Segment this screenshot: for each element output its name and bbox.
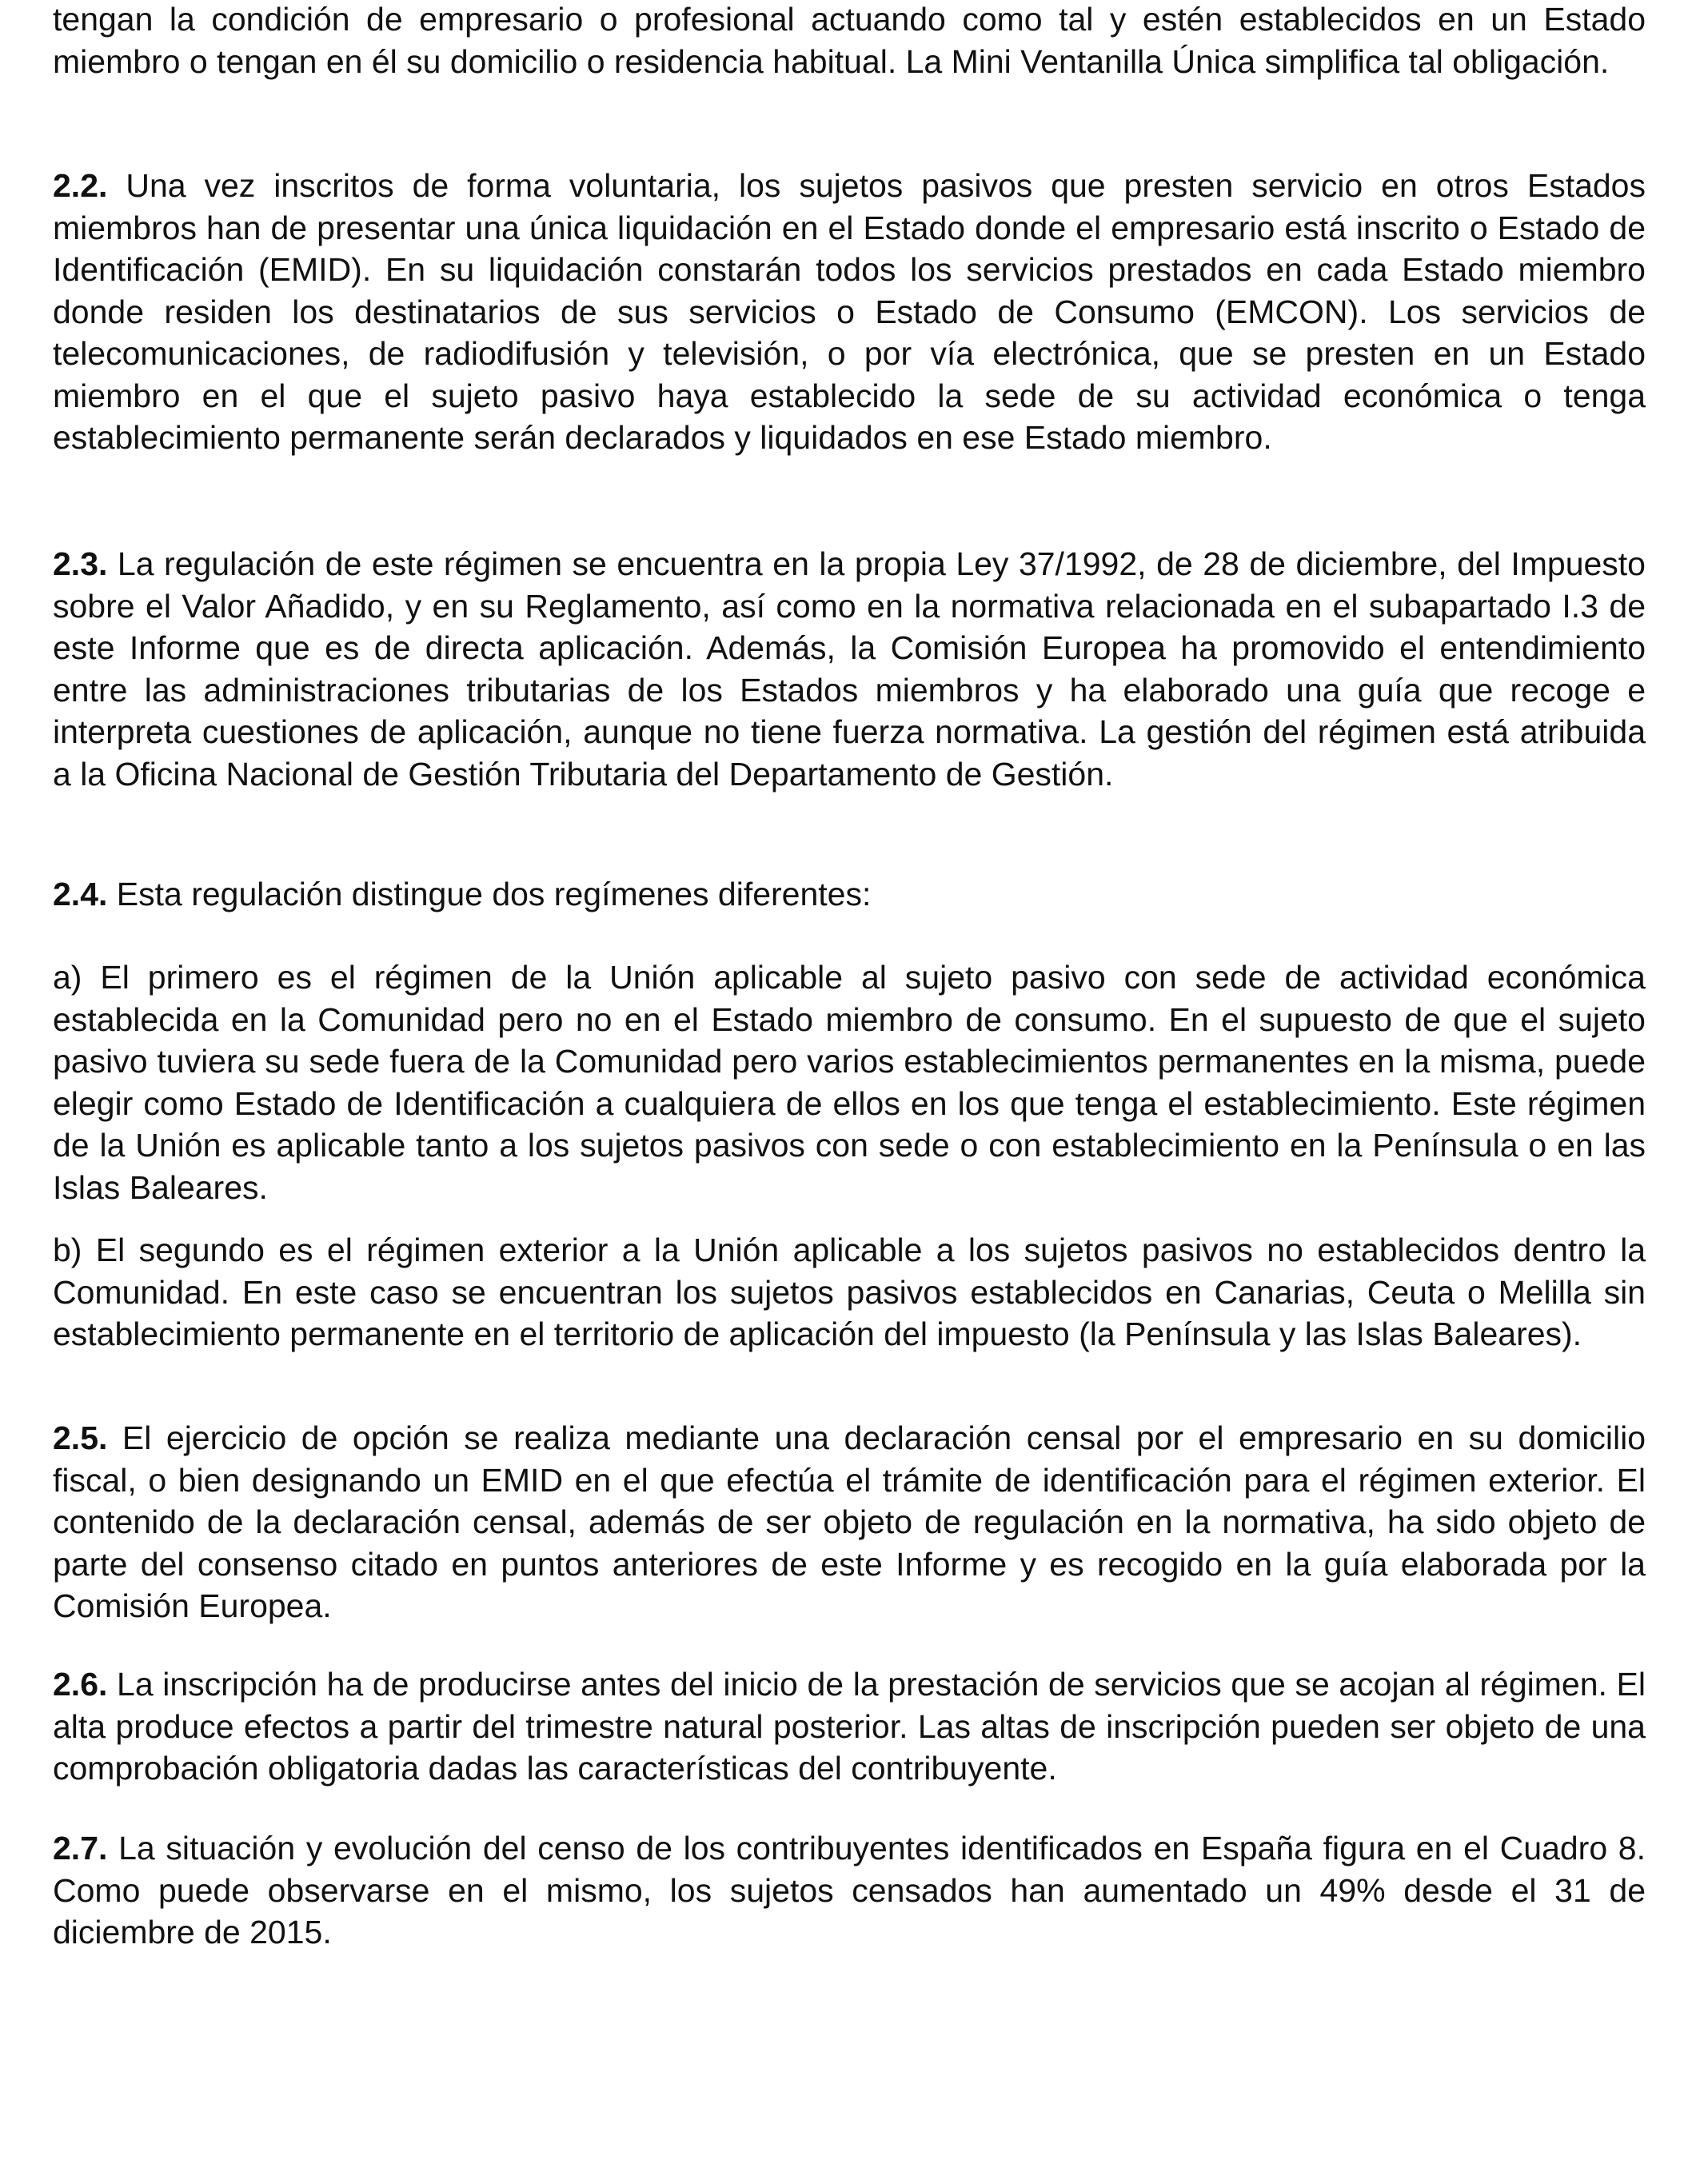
paragraph-2-3 <box>53 543 1646 795</box>
paragraph-number: 2.5. <box>53 1419 108 1456</box>
paragraph-number: 2.6. <box>53 1666 108 1703</box>
paragraph-text: a) El primero es el régimen de la Unión aplicable al sujeto pasivo con sede de actividad económica establecida en la Comunidad pero no en el Estado miembro de consumo. En el supuesto de que el sujeto pasivo tuviera su sede fuera de la Comunidad pero varios establecimientos permanentes en la misma, puede elegir como Estado de Identificación a cualquiera de ellos en los que tenga el establecimiento. Este régimen de la Unión es aplicable tanto a los sujetos pasivos con sede o con establecimiento en la Península o en las Islas Baleares. <box>53 959 1646 1206</box>
paragraph-item-b <box>53 1229 1646 1356</box>
paragraph-number: 2.2. <box>53 167 108 204</box>
paragraph-text: tengan la condición de empresario o profesional actuando como tal y estén establecidos en un Estado miembro o tengan en él su domicilio o residencia habitual. La Mini Ventanilla Única simplifica tal obligación. <box>53 1 1646 80</box>
paragraph-2-7 <box>53 1827 1646 1954</box>
paragraph-item-a <box>53 956 1646 1208</box>
paragraph-text: La inscripción ha de producirse antes del inicio de la prestación de servicios que se acojan al régimen. El alta produce efectos a partir del trimestre natural posterior. Las altas de inscripción pueden ser objeto de una comprobación obligatoria dadas las características del contribuyente. <box>53 1666 1646 1787</box>
paragraph-number: 2.4. <box>53 876 108 912</box>
paragraph-text: Esta regulación distingue dos regímenes diferentes: <box>116 876 872 912</box>
paragraph-continuation <box>53 0 1646 82</box>
paragraph-2-2 <box>53 165 1646 459</box>
paragraph-2-6 <box>53 1663 1646 1790</box>
paragraph-text: El ejercicio de opción se realiza mediante una declaración censal por el empresario en su domicilio fiscal, o bien designando un EMID en el que efectúa el trámite de identificación para el régimen exterior. El contenido de la declaración censal, además de ser objeto de regulación en la normativa, ha sido objeto de parte del consenso citado en puntos anteriores de este Informe y es recogido en la guía elaborada por la Comisión Europea. <box>53 1419 1646 1624</box>
paragraph-2-4 <box>53 873 1646 916</box>
paragraph-2-5 <box>53 1417 1646 1627</box>
paragraph-text: La regulación de este régimen se encuentra en la propia Ley 37/1992, de 28 de diciembre, del Impuesto sobre el Valor Añadido, y en su Reglamento, así como en la normativa relacionada en el subapartado I.3 de este Informe que es de directa aplicación. Además, la Comisión Europea ha promovido el entendimiento entre las administraciones tributarias de los Estados miembros y ha elaborado una guía que recoge e interpreta cuestiones de aplicación, aunque no tiene fuerza normativa. La gestión del régimen está atribuida a la Oficina Nacional de Gestión Tributaria del Departamento de Gestión. <box>53 545 1646 793</box>
paragraph-text: La situación y evolución del censo de los contribuyentes identificados en España figura en el Cuadro 8. Como puede observarse en el mismo, los sujetos censados han aumentado un 49% desde el 31 de diciembre de 2015. <box>53 1830 1646 1950</box>
paragraph-text: Una vez inscritos de forma voluntaria, los sujetos pasivos que presten servicio en otros Estados miembros han de presentar una única liquidación en el Estado donde el empresario está inscrito o Estado de Identificación (EMID). En su liquidación constarán todos los servicios prestados en cada Estado miembro donde residen los destinatarios de sus servicios o Estado de Consumo (EMCON). Los servicios de telecomunicaciones, de radiodifusión y televisión, o por vía electrónica, que se presten en un Estado miembro en el que el sujeto pasivo haya establecido la sede de su actividad económica o tenga establecimiento permanente serán declarados y liquidados en ese Estado miembro. <box>53 167 1646 456</box>
paragraph-text: b) El segundo es el régimen exterior a la Unión aplicable a los sujetos pasivos no establecidos dentro la Comunidad. En este caso se encuentran los sujetos pasivos establecidos en Canarias, Ceuta o Melilla sin establecimiento permanente en el territorio de aplicación del impuesto (la Península y las Islas Baleares). <box>53 1232 1646 1352</box>
paragraph-number: 2.3. <box>53 545 108 582</box>
paragraph-number: 2.7. <box>53 1830 108 1867</box>
